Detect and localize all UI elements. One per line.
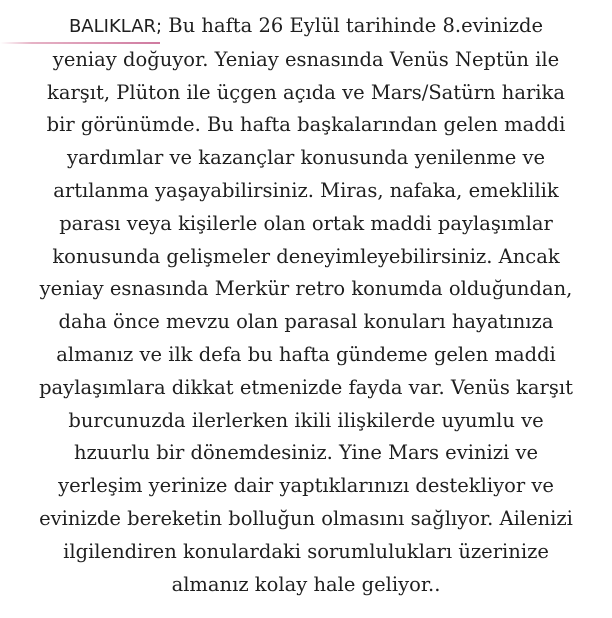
sign-heading: BALIKLAR; [68,16,163,37]
article-line-11: almanız ve ilk defa bu hafta gündeme gelen maddi [56,342,556,366]
article-line-5: yardımlar ve kazançlar konusunda yenilenme ve [66,146,546,170]
article-line-7: parası veya kişilerle olan ortak maddi paylaşımlar [59,211,553,235]
article-line-13: burcunuzda ilerlerken ikili ilişkilerde uyumlu ve [68,408,544,432]
article-line-9: yeniay esnasında Merkür retro konumda olduğundan, [39,277,573,301]
article-line-6: artılanma yaşayabilirsiniz. Miras, nafaka, emeklilik [53,178,559,202]
article-line-2: yeniay doğuyor. Yeniay esnasında Venüs Neptün ile [52,47,560,71]
article-line-12: paylaşımlara dikkat etmenizde fayda var. Venüs karşıt [39,375,573,399]
article-line-text: Bu hafta 26 Eylül tarihinde 8.evinizde [162,14,544,37]
article-line-18: almanız kolay hale geliyor.. [171,572,441,596]
article-line-8: konusunda gelişmeler deneyimleyebilirsiniz. Ancak [52,244,560,268]
article-line-16: evinizde bereketin bolluğun olmasını sağlıyor. Ailenizi [39,506,573,530]
article-line-4: bir görünümde. Bu hafta başkalarından gelen maddi [46,113,566,137]
article-line-3: karşıt, Plüton ile üçgen açıda ve Mars/Satürn harika [47,80,565,104]
article-line-1 [6,10,606,44]
article-line-15: yerleşim yerinize dair yaptıklarınızı destekliyor ve [58,474,554,498]
horoscope-article [6,10,606,601]
article-line-10: daha önce mevzu olan parasal konuları hayatınıza [58,310,554,334]
article-line-14: hzuurlu bir dönemdesiniz. Yine Mars evinizi ve [73,441,539,465]
article-line-17: ilgilendiren konulardaki sorumlulukları üzerinize [63,539,549,563]
